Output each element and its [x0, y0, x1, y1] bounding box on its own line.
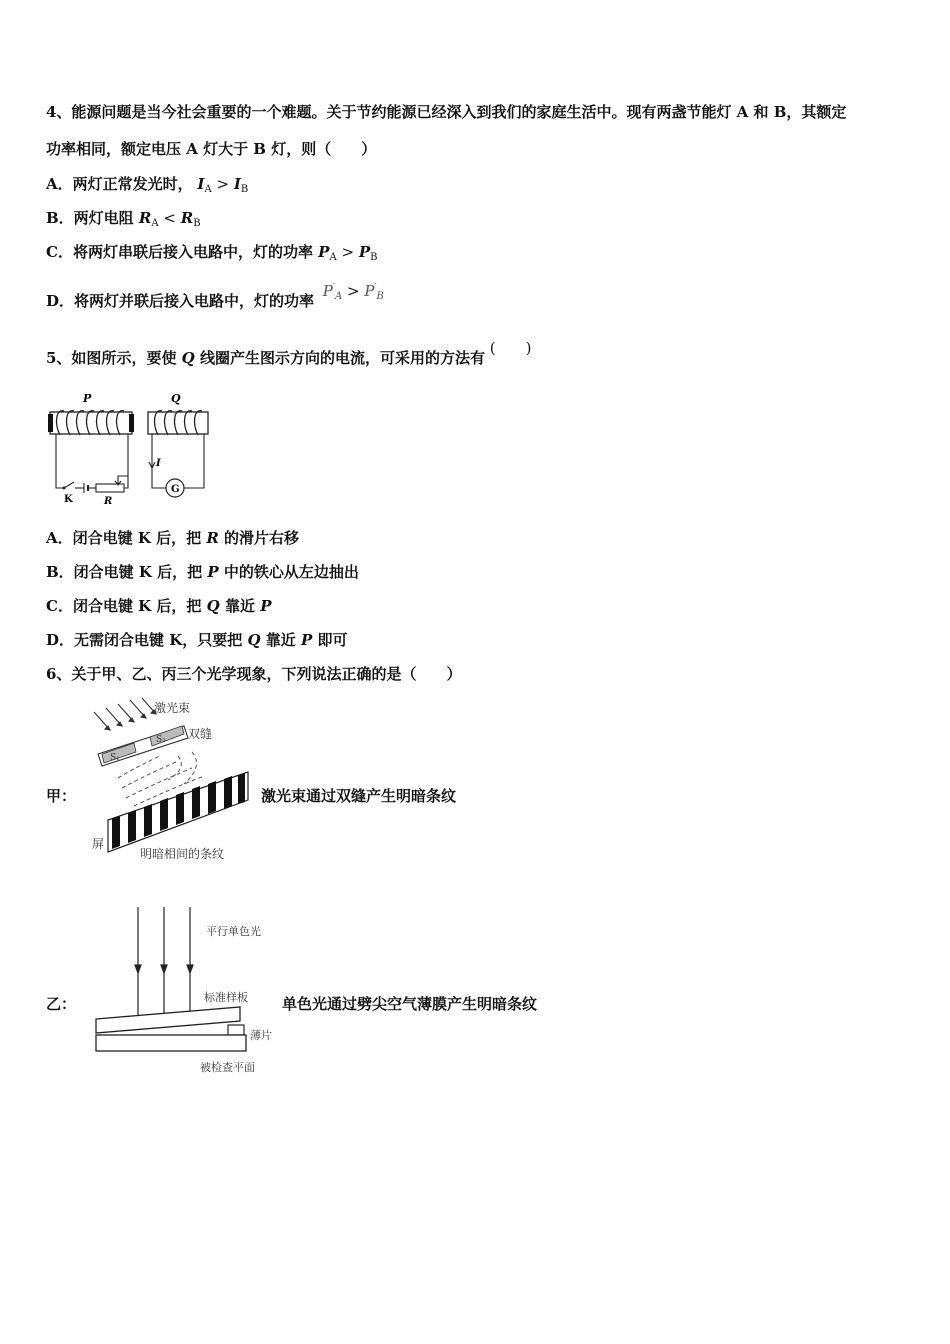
thin-sheet: [228, 1025, 244, 1035]
label-p: P: [83, 392, 92, 405]
q4-option-c-text: C．将两灯串联后接入电路中，灯的功率: [46, 243, 319, 261]
q4-option-c-op: >: [341, 243, 355, 261]
q4-option-c[interactable]: [46, 242, 377, 268]
q5-stem-q: Q: [181, 349, 195, 367]
q4-option-b-r: R: [138, 209, 152, 227]
parallel-light-rays: [135, 907, 193, 1025]
label-k: K: [64, 494, 73, 505]
label-screen: 屏: [92, 837, 105, 851]
q5-option-a-var: R: [206, 529, 219, 547]
q5-option-c[interactable]: [46, 596, 271, 616]
q5-option-c-var: Q: [206, 597, 220, 615]
q5-option-c-text: C．闭合电键 K 后，把: [46, 597, 207, 615]
q4-option-a-i2: I: [233, 175, 241, 193]
q5-option-b-text: B．闭合电键 K 后，把: [46, 563, 208, 581]
label-q: Q: [171, 392, 181, 405]
q5-option-d-var: Q: [247, 631, 261, 649]
q5-option-d[interactable]: [46, 630, 348, 650]
q4-option-d-expr: [323, 282, 384, 300]
q5-paren: ( ): [489, 339, 532, 357]
q4-option-d-op: >: [346, 282, 360, 300]
q5-stem-a: 5、如图所示，要使: [46, 349, 182, 367]
q5-option-b-var: P: [207, 563, 219, 581]
q5-option-d-tail: 即可: [312, 631, 348, 649]
q4-option-a-sub-a: A: [204, 184, 212, 195]
q4-option-d-p2: P: [364, 282, 375, 300]
test-surface: [96, 1035, 246, 1051]
label-s2: S₂: [156, 735, 166, 745]
q6-jia-desc: 激光束通过双缝产生明暗条纹: [261, 787, 457, 805]
q4-option-a-sub-b: B: [240, 184, 249, 195]
q4-option-b-sub-b: B: [193, 218, 201, 229]
q4-option-d[interactable]: [46, 282, 384, 317]
q6-yi-figure: [90, 905, 280, 1081]
q4-option-d-sub-b: B: [376, 291, 384, 302]
q4-option-b-text: B．两灯电阻: [46, 209, 139, 227]
q5-option-a-tail: 的滑片右移: [218, 529, 300, 547]
q6-yi-desc: 单色光通过劈尖空气薄膜产生明暗条纹: [282, 995, 538, 1013]
q4-option-b-sub-a: A: [151, 218, 159, 229]
label-laser-beam: 激光束: [154, 701, 191, 715]
q5-option-a[interactable]: [46, 528, 299, 548]
q4-option-a[interactable]: [46, 174, 248, 200]
standard-plate: [96, 1007, 240, 1033]
label-parallel-light: 平行单色光: [206, 925, 261, 938]
q4-option-d-text: D．将两灯并联后接入电路中，灯的功率: [46, 292, 315, 310]
q4-option-a-i: I: [197, 175, 205, 193]
q5-circuit-figure: [44, 388, 214, 508]
q4-option-c-p: P: [318, 243, 330, 261]
q4-option-c-sub-a: A: [329, 252, 337, 263]
q6-yi-label: 乙：: [46, 995, 77, 1013]
q6-jia-figure: [88, 696, 258, 868]
q4-option-b-op: <: [163, 209, 176, 227]
q5-option-a-text: A．闭合电键 K 后，把: [46, 529, 207, 547]
label-thin-sheet: 薄片: [250, 1029, 272, 1042]
label-fringes: 明暗相间的条纹: [140, 847, 225, 861]
solenoid-q: [148, 411, 208, 435]
q4-option-d-prime-a: ′: [332, 283, 335, 293]
q5-option-d-var2: P: [301, 631, 313, 649]
q4-option-a-op: >: [216, 175, 230, 193]
q5-stem-b: 线圈产生图示方向的电流，可采用的方法有: [194, 349, 485, 367]
label-test-surface: 被检查平面: [200, 1061, 255, 1074]
q4-option-b-r2: R: [180, 209, 194, 227]
q6-jia-label: 甲：: [46, 787, 77, 805]
laser-beam-arrows: [94, 698, 156, 730]
q5-option-c-mid: 靠近: [219, 597, 261, 615]
q4-option-a-text: A．两灯正常发光时，: [46, 175, 193, 193]
q4-option-d-prime-b: ′: [374, 283, 377, 293]
q5-stem: [46, 339, 532, 368]
q5-option-b[interactable]: [46, 562, 359, 582]
q4-option-c-sub-b: B: [370, 252, 378, 263]
label-g: G: [171, 484, 180, 495]
q4-option-c-p2: P: [358, 243, 371, 261]
q6-stem: 6、关于甲、乙、丙三个光学现象，下列说法正确的是（ ）: [46, 665, 462, 683]
solenoid-p: [48, 411, 134, 435]
label-standard-plate: 标准样板: [204, 991, 248, 1004]
label-r: R: [104, 496, 113, 507]
label-double-slit: 双缝: [188, 727, 213, 741]
q4-stem-line2: 功率相同，额定电压 A 灯大于 B 灯，则（ ）: [46, 140, 377, 158]
q4-stem-line1: 4、能源问题是当今社会重要的一个难题。关于节约能源已经深入到我们的家庭生活中。现有两盏节能灯 A 和 B，其额定: [46, 103, 847, 121]
label-s1: S₁: [110, 753, 120, 763]
q5-option-d-mid: 靠近: [260, 631, 302, 649]
q4-option-b[interactable]: [46, 208, 201, 234]
q4-option-d-sub-a: A: [334, 291, 343, 302]
q4-option-d-p: P: [322, 282, 333, 300]
q5-option-b-tail: 中的铁心从左边抽出: [218, 563, 359, 581]
q5-option-c-var2: P: [260, 597, 272, 615]
q5-option-d-text: D．无需闭合电键 K，只要把: [46, 631, 248, 649]
label-i: I: [156, 458, 161, 469]
